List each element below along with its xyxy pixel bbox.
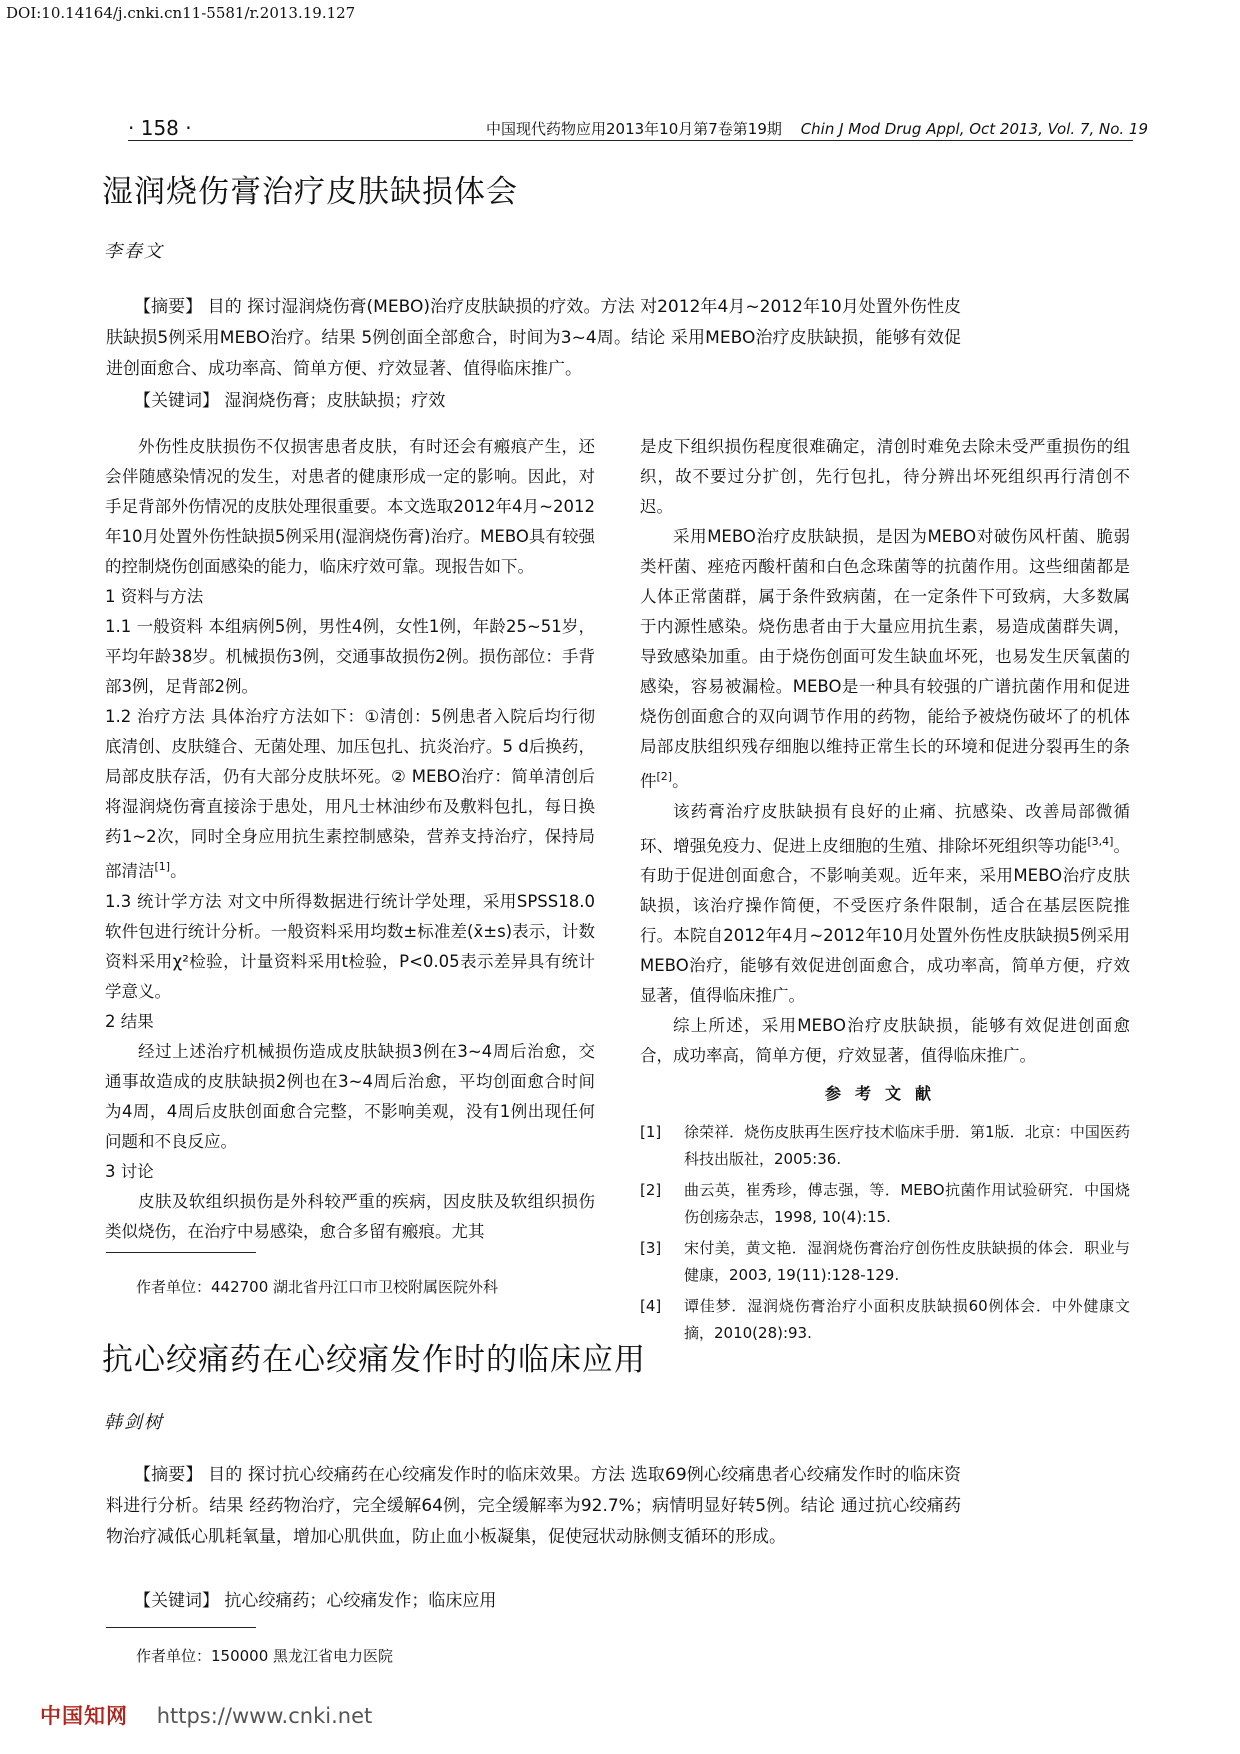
- article1-abstract: 【摘要】 目的 探讨湿润烧伤膏(MEBO)治疗皮肤缺损的疗效。方法 对2012年4月~2012年10月处置外伤性皮肤缺损5例采用MEBO治疗。结果 5例创面全部愈合，时间为3~4周。结论 采用MEBO治疗皮肤缺损，能够有效促进创面愈合、成功率高、简单方便、疗效显著、值得临床推广。: [106, 297, 961, 379]
- affiliation-rule: [106, 1252, 256, 1253]
- article1-left-column: [105, 432, 595, 1247]
- affiliation-rule: [106, 1627, 256, 1628]
- reference-number: [3]: [640, 1239, 662, 1257]
- reference-number: [1]: [640, 1123, 662, 1141]
- reference-item: [640, 1119, 1130, 1173]
- section-heading: 2 结果: [105, 1011, 154, 1031]
- citation: [1]: [154, 860, 171, 873]
- reference-number: [2]: [640, 1181, 662, 1199]
- section-heading: 1 资料与方法: [105, 587, 204, 606]
- body-paragraph: 综上所述，采用MEBO治疗皮肤缺损，能够有效促进创面愈合，成功率高，简单方便，疗效显著，值得临床推广。: [640, 1016, 1130, 1065]
- reference-text: 徐荣祥．烧伤皮肤再生医疗技术临床手册．第1版．北京：中国医药科技出版社，2005:36.: [684, 1123, 1130, 1168]
- reference-text: 宋付美，黄文艳．湿润烧伤膏治疗创伤性皮肤缺损的体会．职业与健康，2003, 19(11):128-129.: [684, 1239, 1130, 1284]
- body-paragraph: 皮肤及软组织损伤是外科较严重的疾病，因皮肤及软组织损伤类似烧伤，在治疗中易感染，愈合多留有瘢痕。尤其: [105, 1191, 595, 1241]
- page-number: · 158 ·: [128, 116, 192, 140]
- article2-abstract: 【摘要】 目的 探讨抗心绞痛药在心绞痛发作时的临床效果。方法 选取69例心绞痛患者心绞痛发作时的临床资料进行分析。结果 经药物治疗，完全缓解64例，完全缓解率为92.7%；病情明显好转5例。结论 通过抗心绞痛药物治疗减低心肌耗氧量，增加心肌供血，防止血小板凝集，促使冠状动脉侧支循环的形成。: [106, 1465, 961, 1547]
- reference-item: [640, 1177, 1130, 1231]
- article1-right-column: [640, 432, 1130, 1351]
- cnki-url[interactable]: https://www.cnki.net: [156, 1704, 373, 1728]
- citation: [2]: [656, 770, 673, 783]
- body-paragraph: 外伤性皮肤损伤不仅损害患者皮肤，有时还会有瘢痕产生，还会伴随感染情况的发生，对患者的健康形成一定的影响。因此，对手足背部外伤情况的皮肤处理很重要。本文选取2012年4月~2012年10月处置外伤性缺损5例采用(湿润烧伤膏)治疗。MEBO具有较强的控制烧伤创面感染的能力，临床疗效可靠。现报告如下。: [105, 437, 595, 576]
- article1-title: 湿润烧伤膏治疗皮肤缺损体会: [102, 174, 518, 210]
- header-rule: [128, 140, 1133, 141]
- reference-text: 曲云英，崔秀珍，傅志强，等．MEBO抗菌作用试验研究．中国烧伤创疡杂志，1998, 10(4):15.: [684, 1181, 1130, 1226]
- body-paragraph: 采用MEBO治疗皮肤缺损，是因为MEBO对破伤风杆菌、脆弱类杆菌、痤疮丙酸杆菌和白色念珠菌等的抗菌作用。这些细菌都是人体正常菌群，属于条件致病菌，在一定条件下可致病，大多数属于内源性感染。烧伤患者由于大量应用抗生素，易造成菌群失调，导致感染加重。由于烧伤创面可发生缺血坏死，也易发生厌氧菌的感染，容易被漏检。MEBO是一种具有较强的广谱抗菌作用和促进烧伤创面愈合的双向调节作用的药物，能给予被烧伤破坏了的机体局部皮肤组织残存细胞以维持正常生长的环境和促进分裂再生的条件[2]。: [640, 527, 1130, 791]
- reference-item: [640, 1235, 1130, 1289]
- body-paragraph: 1.2 治疗方法 具体治疗方法如下：①清创：5例患者入院后均行彻底清创、皮肤缝合、无菌处理、加压包扎、抗炎治疗。5 d后换药，局部皮肤存活，仍有大部分皮肤坏死。② MEBO治疗：简单清创后将湿润烧伤膏直接涂于患处，用凡士林油纱布及敷料包扎，每日换药1~2次，同时全身应用抗生素控制感染，营养支持治疗，保持局部清洁[1]。: [105, 707, 595, 881]
- citation: [3,4]: [1087, 834, 1114, 848]
- body-paragraph: 是皮下组织损伤程度很难确定，清创时难免去除未受严重损伤的组织，故不要过分扩创，先行包扎，待分辨出坏死组织再行清创不迟。: [640, 437, 1130, 516]
- article2-author: 韩剑树: [104, 1412, 164, 1433]
- article2-affiliation: 作者单位：150000 黑龙江省电力医院: [136, 1647, 394, 1665]
- reference-text: 谭佳梦．湿润烧伤膏治疗小面积皮肤缺损60例体会．中外健康文摘，2010(28):93.: [684, 1297, 1130, 1342]
- body-paragraph: 1.1 一般资料 本组病例5例，男性4例，女性1例，年龄25~51岁，平均年龄38岁。机械损伤3例，交通事故损伤2例。损伤部位：手背部3例，足背部2例。: [105, 617, 595, 696]
- cnki-logo: 中国知网: [40, 1704, 128, 1728]
- journal-title-cn: 中国现代药物应用2013年10月第7卷第19期: [486, 120, 782, 138]
- body-paragraph: 1.3 统计学方法 对文中所得数据进行统计学处理，采用SPSS18.0软件包进行统计分析。一般资料采用均数±标准差(x̄±s)表示，计数资料采用χ²检验，计量资料采用t检验，P<0.05表示差异具有统计学意义。: [105, 891, 595, 1001]
- journal-title-en: Chin J Mod Drug Appl, Oct 2013, Vol. 7, No. 19: [800, 120, 1149, 138]
- running-header: [486, 118, 1149, 139]
- article1-author: 李春文: [104, 241, 164, 262]
- article1-affiliation: 作者单位：442700 湖北省丹江口市卫校附属医院外科: [136, 1278, 499, 1296]
- article2-title: 抗心绞痛药在心绞痛发作时的临床应用: [102, 1342, 646, 1378]
- reference-item: [640, 1293, 1130, 1347]
- references-heading: 参考文献: [824, 1084, 945, 1103]
- body-paragraph: 经过上述治疗机械损伤造成皮肤缺损3例在3~4周后治愈，交通事故造成的皮肤缺损2例也在3~4周后治愈，平均创面愈合时间为4周，4周后皮肤创面愈合完整，不影响美观，没有1例出现任何问题和不良反应。: [105, 1041, 595, 1151]
- cnki-footer: [40, 1700, 372, 1730]
- article2-keywords: 【关键词】 抗心绞痛药；心绞痛发作；临床应用: [134, 1591, 497, 1611]
- reference-number: [4]: [640, 1297, 662, 1315]
- article1-keywords: 【关键词】 湿润烧伤膏；皮肤缺损；疗效: [134, 391, 446, 411]
- section-heading: 3 讨论: [105, 1161, 154, 1181]
- doi-line: DOI:10.14164/j.cnki.cn11-5581/r.2013.19.127: [6, 4, 356, 22]
- body-paragraph: 该药膏治疗皮肤缺损有良好的止痛、抗感染、改善局部微循环、增强免疫力、促进上皮细胞的生殖、排除坏死组织等功能[3,4]。有助于促进创面愈合，不影响美观。近年来，采用MEBO治疗皮肤缺损，该治疗操作简便，不受医疗条件限制，适合在基层医院推行。本院自2012年4月~2012年10月处置外伤性皮肤缺损5例采用MEBO治疗，能够有效促进创面愈合，成功率高，简单方便，疗效显著，值得临床推广。: [640, 801, 1131, 1005]
